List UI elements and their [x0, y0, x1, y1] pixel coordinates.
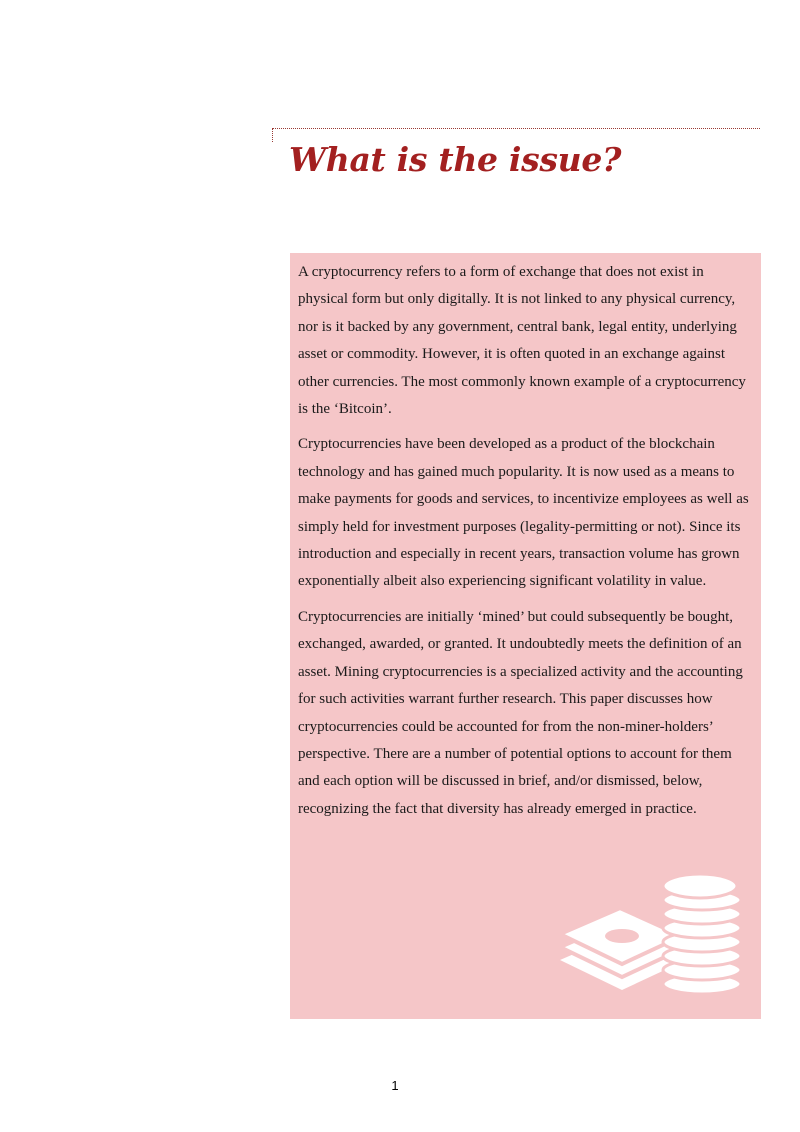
paragraph-definition: A cryptocurrency refers to a form of exchange that does not exist in physical form but only digitally. It is not linked to any physical currency, nor is it backed by any government, central bank, legal entity, underlying asset or commodity. However, it is often quoted in an exchange against other currencies. The most commonly known example of a cryptocurrency is the ‘Bitcoin’.	[298, 264, 746, 418]
issue-panel	[290, 253, 761, 1019]
coins-and-banknotes-icon	[560, 868, 750, 1008]
coin-8	[663, 874, 737, 898]
header-divider-tick	[272, 128, 273, 142]
panel-body	[298, 259, 753, 831]
banknote-emblem	[605, 929, 639, 943]
page-title: What is the issue?	[289, 140, 622, 179]
paragraph-popularity: Cryptocurrencies have been developed as a product of the blockchain technology and has gained much popularity. It is now used as a means to make payments for goods and services, to incentivize employees as well as simply held for investment purposes (legality-permitting or not). Since its introduction and especially in recent years, transaction volume has grown exponentially albeit also experiencing significant volatility in value.	[298, 436, 749, 590]
page-number: 1	[391, 1078, 399, 1093]
paragraph-accounting: Cryptocurrencies are initially ‘mined’ but could subsequently be bought, exchanged, awarded, or granted. It undoubtedly meets the definition of an asset. Mining cryptocurrencies is a specialized activity and the accounting for such activities warrant further research. This paper discusses how cryptocurrencies could be accounted for from the non-miner-holders’ perspective. There are a number of potential options to account for them and each option will be discussed in brief, and/or dismissed, below, recognizing the fact that diversity has already emerged in practice.	[298, 608, 743, 817]
header-divider	[272, 128, 760, 129]
